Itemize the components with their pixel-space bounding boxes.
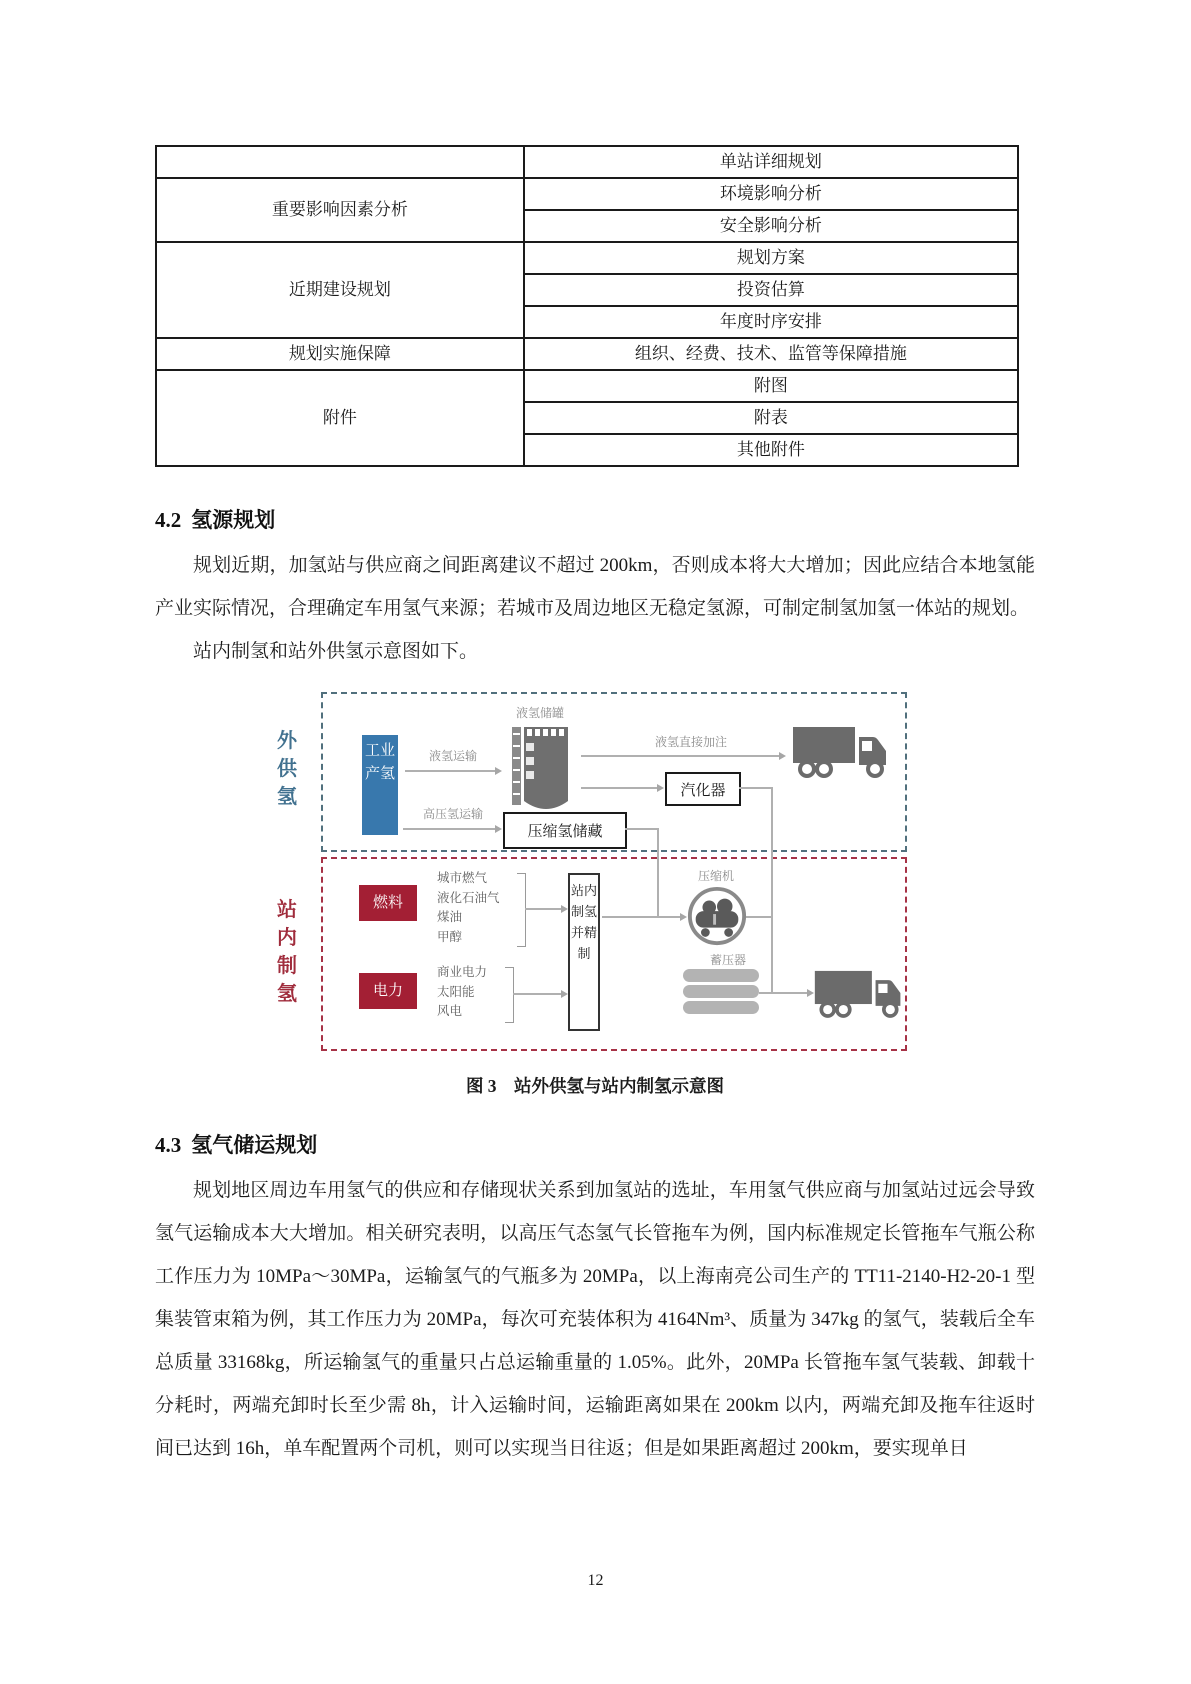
- arrow-head: [561, 990, 568, 998]
- arrow-line: [581, 787, 657, 789]
- arrow-head: [779, 752, 786, 760]
- accumulator-label: 蓄压器: [709, 953, 746, 967]
- connector-line: [746, 916, 772, 918]
- onsite-production-group-label: 站内制氢: [277, 899, 297, 1005]
- electricity-item: 太阳能: [437, 984, 475, 999]
- table-cell-right: 投资估算: [524, 274, 1018, 306]
- fuel-item: 甲醇: [437, 929, 463, 944]
- liquid-tank-label: 液氢储罐: [515, 706, 564, 720]
- section-title: 氢气储运规划: [191, 1134, 318, 1157]
- table-cell-right: 年度时序安排: [524, 306, 1018, 338]
- table-cell-left: 规划实施保障: [156, 338, 524, 370]
- arrow-line: [405, 770, 495, 772]
- section-number: 4.3: [155, 1133, 182, 1157]
- arrow-line: [525, 908, 561, 910]
- figure-caption: 图 3 站外供氢与站内制氢示意图: [465, 1076, 725, 1096]
- electricity-bracket: [505, 967, 514, 1023]
- arrow-head: [561, 905, 568, 913]
- arrow-line: [403, 828, 495, 830]
- accumulator-capsule: [683, 969, 759, 982]
- liquid-tank-icon: [508, 721, 572, 809]
- section-number: 4.2: [155, 508, 182, 532]
- table-cell-right: 组织、经费、技术、监管等保障措施: [524, 338, 1018, 370]
- fuel-item: 城市燃气: [437, 871, 488, 885]
- table-cell-right: 环境影响分析: [524, 178, 1018, 210]
- electricity-item: 风电: [437, 1004, 463, 1018]
- compressor-icon: [686, 885, 748, 947]
- table-row: [156, 146, 1018, 178]
- compressed-storage-box: 压缩氢储藏: [503, 812, 627, 849]
- table-row: [156, 338, 1018, 370]
- compressor-label: 压缩机: [697, 869, 734, 883]
- section-heading-4-2: [155, 507, 1035, 534]
- table-cell-right: 安全影响分析: [524, 210, 1018, 242]
- arrow-line: [759, 992, 807, 994]
- section-title: 氢源规划: [191, 509, 276, 532]
- liquid-transport-label: 液氢运输: [428, 749, 477, 763]
- truck-icon: [813, 965, 905, 1021]
- table-cell-left: 附件: [156, 370, 524, 466]
- paragraph: 站内制氢和站外供氢示意图如下。: [193, 641, 479, 662]
- table-cell-right: 附图: [524, 370, 1018, 402]
- vaporizer-box: 汽化器: [665, 772, 741, 806]
- fuel-list: [437, 869, 500, 947]
- connector-line: [771, 787, 773, 993]
- planning-outline-table: [155, 145, 1019, 467]
- arrow-line: [513, 993, 561, 995]
- fuel-box: 燃料: [359, 885, 417, 921]
- hp-transport-label: 高压氢运输: [422, 807, 483, 821]
- paragraph: 规划近期，加氢站与供应商之间距离建议不超过 200km，否则成本将大大增加；因此应结合本地氢能产业实际情况，合理确定车用氢气来源；若城市及周边地区无稳定氢源，可制定制氢加氢一体站的规划。: [155, 555, 1035, 619]
- direct-fill-label: 液氢直接加注: [654, 735, 727, 749]
- table-row: [156, 178, 1018, 210]
- table-cell-right: 单站详细规划: [524, 146, 1018, 178]
- arrow-head: [657, 784, 664, 792]
- connector-line: [625, 828, 657, 830]
- connector-line: [657, 828, 659, 917]
- table-cell-right: 规划方案: [524, 242, 1018, 274]
- external-supply-group-label: 外供氢: [277, 730, 297, 808]
- figure-3-diagram: [265, 677, 925, 1059]
- accumulator-capsule: [683, 1001, 759, 1014]
- content-column: [155, 145, 1035, 1470]
- section-heading-4-3: [155, 1132, 1035, 1159]
- table-cell-left: [156, 146, 524, 178]
- table-cell-right: 其他附件: [524, 434, 1018, 466]
- paragraph: 规划地区周边车用氢气的供应和存储现状关系到加氢站的选址，车用氢气供应商与加氢站过远会导致氢气运输成本大大增加。相关研究表明，以高压气态氢气长管拖车为例，国内标准规定长管拖车气瓶公称工作压力为 10MPa～30MPa，运输氢气的气瓶多为 20MPa，以上海南亮公司生产的 TT11-2140-H2-20-1 型集装管束箱为例，其工作压力为 20MPa，每次可充装体积为 4164Nm³、质量为 347kg 的氢气，装载后全车总质量 33168kg，所运输氢气的重量只占总运输重量的 1.05%。此外，20MPa 长管拖车氢气装载、卸载十分耗时，两端充卸时长至少需 8h，计入运输时间，运输距离如果在 200km 以内，两端充卸及拖车往返时间已达到 16h，单车配置两个司机，则可以实现当日往返；但是如果距离超过 200km，要实现单日: [155, 1180, 1035, 1459]
- table-row: [156, 242, 1018, 274]
- arrow-head: [495, 825, 502, 833]
- accumulator-capsule: [683, 985, 759, 998]
- electricity-item: 商业电力: [437, 965, 488, 979]
- fuel-item: 液化石油气: [437, 890, 500, 905]
- table-cell-right: 附表: [524, 402, 1018, 434]
- table-cell-left: 重要影响因素分析: [156, 178, 524, 242]
- truck-icon: [791, 721, 891, 781]
- onsite-production-box: 站内制氢并精制: [568, 873, 600, 1031]
- page-number: 12: [587, 1572, 604, 1589]
- arrow-line: [602, 916, 682, 918]
- electricity-list: [437, 963, 487, 1022]
- arrow-line: [581, 755, 779, 757]
- industrial-hydrogen-box: 工业产氢: [362, 735, 398, 835]
- fuel-bracket: [517, 873, 526, 947]
- table-row: [156, 370, 1018, 402]
- arrow-head: [495, 767, 502, 775]
- connector-line: [739, 787, 771, 789]
- electricity-box: 电力: [359, 973, 417, 1009]
- fuel-item: 煤油: [437, 910, 463, 924]
- table-cell-left: 近期建设规划: [156, 242, 524, 338]
